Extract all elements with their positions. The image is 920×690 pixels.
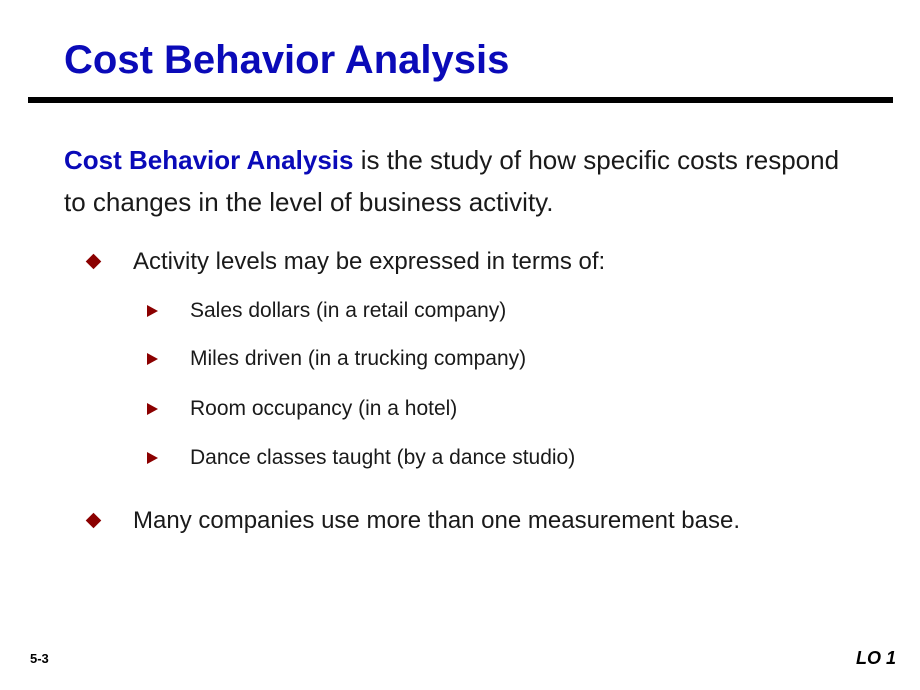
triangle-right-icon bbox=[147, 353, 158, 365]
bullet-text: Many companies use more than one measurement base. bbox=[133, 507, 740, 534]
sub-bullet-item bbox=[0, 395, 900, 423]
sub-bullet-item bbox=[0, 345, 900, 373]
title-divider bbox=[28, 97, 893, 103]
triangle-right-icon bbox=[147, 305, 158, 317]
intro-paragraph bbox=[64, 139, 864, 223]
learning-objective-label: LO 1 bbox=[855, 648, 896, 668]
slide-title: Cost Behavior Analysis bbox=[64, 38, 510, 82]
bullet-item bbox=[0, 246, 900, 278]
diamond-icon bbox=[86, 513, 102, 529]
triangle-right-icon bbox=[147, 452, 158, 464]
sub-bullet-text: Dance classes taught (by a dance studio) bbox=[190, 446, 576, 469]
bullet-item bbox=[0, 505, 900, 537]
slide-number: 5-3 bbox=[30, 651, 49, 666]
sub-bullet-item bbox=[0, 444, 900, 472]
sub-bullet-text: Sales dollars (in a retail company) bbox=[190, 299, 507, 322]
intro-term: Cost Behavior Analysis bbox=[64, 145, 354, 175]
sub-bullet-text: Miles driven (in a trucking company) bbox=[190, 347, 527, 370]
sub-bullet-text: Room occupancy (in a hotel) bbox=[190, 397, 458, 420]
bullet-text: Activity levels may be expressed in terms of: bbox=[133, 248, 606, 275]
sub-bullet-item bbox=[0, 297, 900, 325]
intro-text: is the study of how specific costs respond to changes in the level of business activity. bbox=[64, 145, 840, 217]
triangle-right-icon bbox=[147, 403, 158, 415]
diamond-icon bbox=[86, 254, 102, 270]
